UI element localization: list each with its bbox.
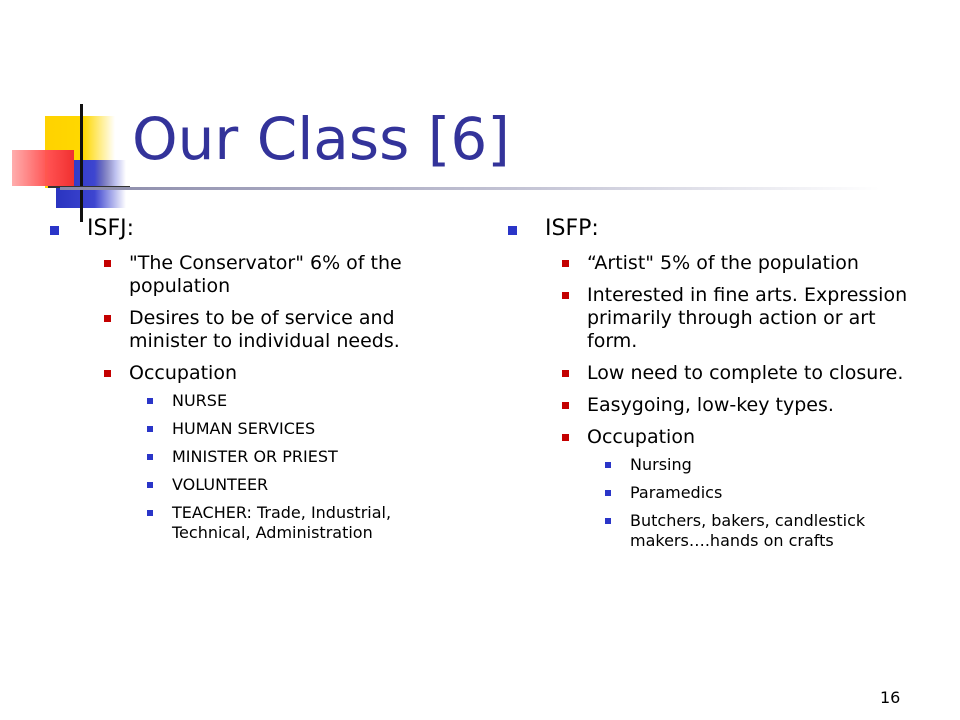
slide-title: Our Class [6] xyxy=(132,105,510,173)
bullet-square-icon xyxy=(562,292,569,299)
title-underline xyxy=(60,187,880,190)
bullet-square-icon xyxy=(562,260,569,267)
heading-isfj xyxy=(50,214,450,543)
sublist-item-text: Nursing xyxy=(630,455,692,474)
bullet-square-icon xyxy=(104,370,111,377)
list-item xyxy=(545,394,908,417)
bullet-square-icon xyxy=(605,518,611,524)
list-item-text: Low need to complete to closure. xyxy=(587,362,904,384)
list-item-text: Occupation xyxy=(129,362,237,384)
bullet-square-icon xyxy=(562,434,569,441)
list-item-occupation xyxy=(545,426,908,551)
sublist-item xyxy=(129,391,450,411)
list-item-text: Occupation xyxy=(587,426,695,448)
sublist-item xyxy=(587,455,908,475)
logo-vertical-line xyxy=(80,104,83,222)
bullet-square-icon xyxy=(147,454,153,460)
heading-isfp xyxy=(508,214,908,551)
bullet-square-icon xyxy=(605,462,611,468)
heading-label: ISFJ: xyxy=(87,216,135,241)
bullet-square-icon xyxy=(104,260,111,267)
list-item xyxy=(545,362,908,385)
bullet-square-icon xyxy=(605,490,611,496)
sublist-item xyxy=(129,419,450,439)
list-item-text: “Artist" 5% of the population xyxy=(587,252,859,274)
list-item-text: Easygoing, low-key types. xyxy=(587,394,834,416)
sublist-item xyxy=(129,503,450,543)
sublist-item-text: Paramedics xyxy=(630,483,723,502)
bullet-square-icon xyxy=(147,482,153,488)
sublist-item xyxy=(587,511,908,551)
bullet-square-icon xyxy=(147,426,153,432)
list-item xyxy=(545,252,908,275)
sublist-item-text: TEACHER: Trade, Industrial, Technical, Administration xyxy=(172,503,392,542)
list-item xyxy=(545,284,908,353)
list-item xyxy=(87,252,450,298)
list-item-text: "The Conservator" 6% of the population xyxy=(129,252,402,297)
sublist-item-text: NURSE xyxy=(172,391,228,410)
bullet-square-icon xyxy=(147,510,153,516)
bullet-square-icon xyxy=(147,398,153,404)
heading-label: ISFP: xyxy=(545,216,599,241)
list-item-text: Interested in fine arts. Expression primarily through action or art form. xyxy=(587,284,908,352)
list-item xyxy=(87,307,450,353)
sublist-item xyxy=(587,483,908,503)
bullet-square-icon xyxy=(508,226,517,235)
page-number: 16 xyxy=(880,688,901,707)
sublist-item xyxy=(129,447,450,467)
sublist-item-text: VOLUNTEER xyxy=(172,475,269,494)
sublist-item-text: Butchers, bakers, candlestick makers….hands on crafts xyxy=(630,511,866,550)
bullet-square-icon xyxy=(50,226,59,235)
bullet-square-icon xyxy=(562,370,569,377)
logo-red-square xyxy=(12,150,74,186)
right-column xyxy=(508,214,908,560)
list-item-text: Desires to be of service and minister to individual needs. xyxy=(129,307,400,352)
sublist-item-text: MINISTER OR PRIEST xyxy=(172,447,338,466)
bullet-square-icon xyxy=(104,315,111,322)
sublist-item xyxy=(129,475,450,495)
left-column xyxy=(50,214,450,552)
list-item-occupation xyxy=(87,362,450,543)
sublist-item-text: HUMAN SERVICES xyxy=(172,419,316,438)
bullet-square-icon xyxy=(562,402,569,409)
